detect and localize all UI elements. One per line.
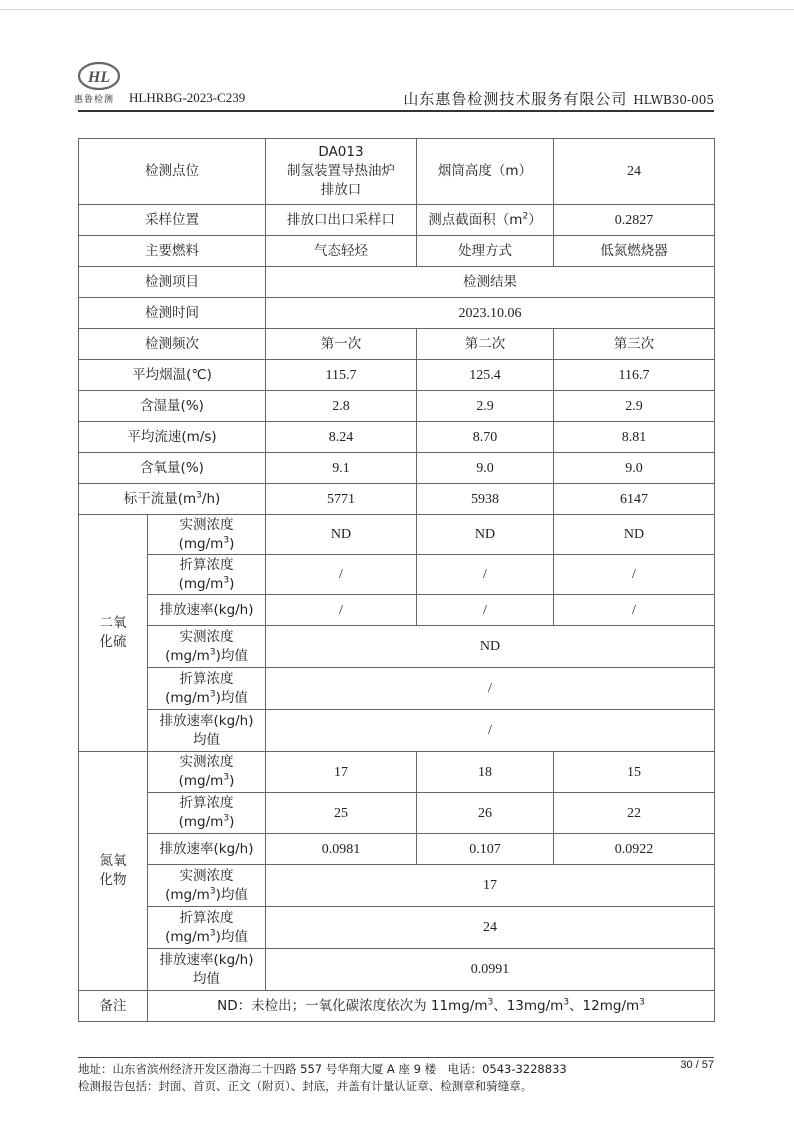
remark-text: ND：未检出；一氧化碳浓度依次为 $11mg/m^3$、$13mg/m^3$、$12mg/m^3$ bbox=[148, 991, 715, 1022]
so2-measured-avg-label: 实测浓度 $(mg/m^3)$均值 bbox=[148, 626, 266, 668]
param-value: 2.9 bbox=[417, 391, 554, 422]
param-value: 8.24 bbox=[266, 422, 417, 453]
nox-rate-value: 0.107 bbox=[417, 834, 554, 865]
table-row bbox=[79, 710, 715, 752]
nox-measured-value: 15 bbox=[554, 752, 715, 793]
area-label: 测点截面积$(m^2)$ bbox=[417, 205, 554, 236]
so2-converted-value: / bbox=[554, 555, 715, 595]
param-value: 8.70 bbox=[417, 422, 554, 453]
result-label: 检测结果 bbox=[266, 267, 715, 298]
nox-measured-avg: 17 bbox=[266, 865, 715, 907]
form-number: HLWB30-005 bbox=[633, 93, 714, 107]
so2-rate-label: 排放速率(kg/h) bbox=[148, 595, 266, 626]
so2-converted-value: / bbox=[417, 555, 554, 595]
table-row bbox=[79, 391, 715, 422]
nox-converted-avg-label: 折算浓度 $(mg/m^3)$均值 bbox=[148, 907, 266, 949]
stack-height-label: 烟筒高度（m） bbox=[417, 139, 554, 205]
flow-value: 5771 bbox=[266, 484, 417, 515]
param-label: 平均流速(m/s) bbox=[79, 422, 266, 453]
logo-text: 惠鲁检测 bbox=[74, 95, 115, 105]
test-results-table bbox=[78, 138, 715, 1022]
param-value: 115.7 bbox=[266, 360, 417, 391]
freq-3: 第三次 bbox=[554, 329, 715, 360]
so2-converted-value: / bbox=[266, 555, 417, 595]
nox-rate-value: 0.0981 bbox=[266, 834, 417, 865]
so2-measured-value: ND bbox=[266, 515, 417, 555]
footer-address: 地址：山东省滨州经济开发区渤海二十四路 557 号华翔大厦 A 座 9 楼 电话：0543-3228833 bbox=[78, 1062, 567, 1076]
param-value: 8.81 bbox=[554, 422, 715, 453]
table-row bbox=[79, 626, 715, 668]
param-value: 2.9 bbox=[554, 391, 715, 422]
nox-measured-avg-label: 实测浓度 $(mg/m^3)$均值 bbox=[148, 865, 266, 907]
param-value: 116.7 bbox=[554, 360, 715, 391]
so2-measured-label: 实测浓度 $(mg/m^3)$ bbox=[148, 515, 266, 555]
company-name: 山东惠鲁检测技术服务有限公司 HLWB30-005 bbox=[403, 90, 714, 108]
area-value: 0.2827 bbox=[554, 205, 715, 236]
nox-converted-value: 26 bbox=[417, 793, 554, 834]
page-number: 30 / 57 bbox=[680, 1059, 714, 1071]
table-row bbox=[79, 793, 715, 834]
freq-1: 第一次 bbox=[266, 329, 417, 360]
table-row bbox=[79, 595, 715, 626]
treatment-value: 低氮燃烧器 bbox=[554, 236, 715, 267]
so2-rate-value: / bbox=[554, 595, 715, 626]
nox-rate-avg: 0.0991 bbox=[266, 949, 715, 991]
table-row bbox=[79, 555, 715, 595]
table-row bbox=[79, 991, 715, 1022]
so2-name: 二氧 化硫 bbox=[79, 515, 148, 752]
table-row bbox=[79, 360, 715, 391]
footer-divider bbox=[78, 1057, 714, 1058]
so2-converted-avg: / bbox=[266, 668, 715, 710]
so2-rate-avg-label: 排放速率(kg/h) 均值 bbox=[148, 710, 266, 752]
svg-text:HL: HL bbox=[87, 69, 111, 86]
table-row bbox=[79, 834, 715, 865]
nox-converted-avg: 24 bbox=[266, 907, 715, 949]
top-divider bbox=[0, 9, 794, 10]
param-value: 9.0 bbox=[554, 453, 715, 484]
sampling-label: 采样位置 bbox=[79, 205, 266, 236]
point-value: DA013 制氢装置导热油炉 排放口 bbox=[266, 139, 417, 205]
header-divider bbox=[78, 110, 714, 112]
param-label: 含湿量(%) bbox=[79, 391, 266, 422]
remark-label: 备注 bbox=[79, 991, 148, 1022]
item-label: 检测项目 bbox=[79, 267, 266, 298]
nox-rate-label: 排放速率(kg/h) bbox=[148, 834, 266, 865]
param-value: 2.8 bbox=[266, 391, 417, 422]
treatment-label: 处理方式 bbox=[417, 236, 554, 267]
param-value: 9.1 bbox=[266, 453, 417, 484]
table-row bbox=[79, 752, 715, 793]
so2-measured-value: ND bbox=[554, 515, 715, 555]
nox-measured-label: 实测浓度 $(mg/m^3)$ bbox=[148, 752, 266, 793]
point-label: 检测点位 bbox=[79, 139, 266, 205]
table-row bbox=[79, 422, 715, 453]
nox-converted-value: 22 bbox=[554, 793, 715, 834]
table-row bbox=[79, 949, 715, 991]
table-row bbox=[79, 329, 715, 360]
footer bbox=[78, 1061, 567, 1095]
freq-2: 第二次 bbox=[417, 329, 554, 360]
footer-note: 检测报告包括：封面、首页、正文（附页）、封底，并盖有计量认证章、检测章和骑缝章。 bbox=[78, 1079, 533, 1093]
nox-measured-value: 18 bbox=[417, 752, 554, 793]
report-number: HLHRBG-2023-C239 bbox=[129, 90, 246, 105]
so2-converted-avg-label: 折算浓度 $(mg/m^3)$均值 bbox=[148, 668, 266, 710]
table-row bbox=[79, 236, 715, 267]
table-row bbox=[79, 484, 715, 515]
so2-rate-avg: / bbox=[266, 710, 715, 752]
param-label: 平均烟温(℃) bbox=[79, 360, 266, 391]
table-row bbox=[79, 515, 715, 555]
flow-label: 标干流量$(m^3/h)$ bbox=[79, 484, 266, 515]
nox-name: 氮氧 化物 bbox=[79, 752, 148, 991]
stack-height-value: 24 bbox=[554, 139, 715, 205]
nox-converted-value: 25 bbox=[266, 793, 417, 834]
sampling-value: 排放口出口采样口 bbox=[266, 205, 417, 236]
time-label: 检测时间 bbox=[79, 298, 266, 329]
table-row bbox=[79, 267, 715, 298]
so2-measured-avg: ND bbox=[266, 626, 715, 668]
nox-rate-value: 0.0922 bbox=[554, 834, 715, 865]
so2-measured-value: ND bbox=[417, 515, 554, 555]
flow-value: 6147 bbox=[554, 484, 715, 515]
so2-converted-label: 折算浓度 $(mg/m^3)$ bbox=[148, 555, 266, 595]
param-value: 9.0 bbox=[417, 453, 554, 484]
table-row bbox=[79, 139, 715, 205]
table-row bbox=[79, 453, 715, 484]
so2-rate-value: / bbox=[417, 595, 554, 626]
fuel-label: 主要燃料 bbox=[79, 236, 266, 267]
nox-rate-avg-label: 排放速率(kg/h) 均值 bbox=[148, 949, 266, 991]
table-row bbox=[79, 907, 715, 949]
so2-rate-value: / bbox=[266, 595, 417, 626]
param-label: 含氧量(%) bbox=[79, 453, 266, 484]
nox-converted-label: 折算浓度 $(mg/m^3)$ bbox=[148, 793, 266, 834]
param-value: 125.4 bbox=[417, 360, 554, 391]
time-value: 2023.10.06 bbox=[266, 298, 715, 329]
fuel-value: 气态轻烃 bbox=[266, 236, 417, 267]
table-row bbox=[79, 205, 715, 236]
table-row bbox=[79, 668, 715, 710]
table-row bbox=[79, 298, 715, 329]
freq-label: 检测频次 bbox=[79, 329, 266, 360]
table-row bbox=[79, 865, 715, 907]
flow-value: 5938 bbox=[417, 484, 554, 515]
nox-measured-value: 17 bbox=[266, 752, 417, 793]
